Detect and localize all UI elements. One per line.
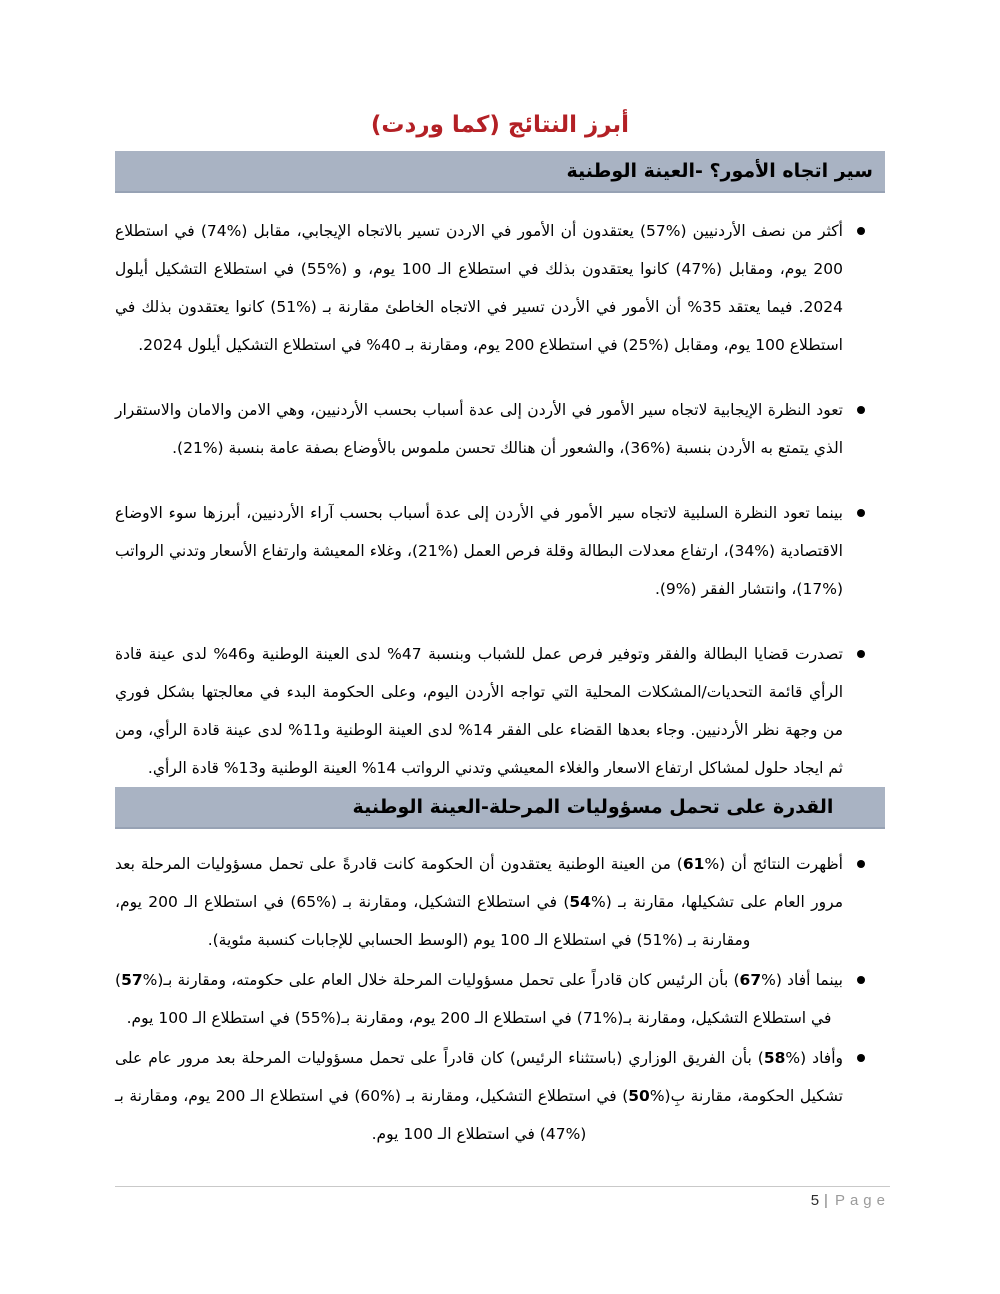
bullet-text: تصدرت قضايا البطالة والفقر وتوفير فرص عمل للشباب وبنسبة 47% لدى العينة الوطنية و46% لدى عينة قادة الرأي قائمة التحديات/المشكلات المحلية التي تواجه الأردن اليوم، وعلى الحكومة البدء في معالجتها بشكل فوري من وجهة نظر الأردنيين. وجاء بعدها القضاء على الفقر 14% لدى العينة الوطنية و11% لدى عينة قادة الرأي، ومن ثم ايجاد حلول لمشاكل ارتفاع الاسعار والغلاء المعيشي وتدني الرواتب 14% العينة الوطنية و13% قادة الرأي.	[115, 645, 844, 777]
page-number: 5	[810, 1192, 820, 1209]
bullet-icon	[857, 976, 865, 984]
bullet-item	[115, 1039, 885, 1153]
bullet-icon	[857, 406, 865, 414]
page-footer	[115, 1186, 890, 1209]
bullet-item	[115, 961, 885, 1037]
section-header-ability-to-handle-responsibilities: القدرة على تحمل مسؤوليات المرحلة-العينة الوطنية	[115, 787, 885, 829]
page-content	[115, 151, 885, 1153]
bullet-icon	[857, 227, 865, 235]
bullet-list-section-1	[115, 212, 885, 787]
bullet-icon	[857, 509, 865, 517]
bullet-item	[115, 212, 885, 364]
bullet-icon	[857, 860, 865, 868]
footer-separator: |	[824, 1192, 828, 1209]
bullet-list-section-2	[115, 845, 885, 1153]
bullet-item	[115, 845, 885, 959]
bullet-text: تعود النظرة الإيجابية لاتجاه سير الأمور في الأردن إلى عدة أسباب بحسب الأردنيين، وهي الامن والامان والاستقرار الذي يتمتع به الأردن بنسبة (%36)، والشعور أن هنالك تحسن ملموس بالأوضاع بصفة عامة بنسبة (%21).	[115, 401, 843, 457]
bullet-icon	[857, 1054, 865, 1062]
bullet-text: أكثر من نصف الأردنيين (%57) يعتقدون أن الأمور في الاردن تسير بالاتجاه الإيجابي، مقابل (%74) في استطلاع 200 يوم، ومقابل (%47) كانوا يعتقدون بذلك في استطلاع الـ 100 يوم، و (%55) في استطلاع التشكيل أيلول 2024. فيما يعتقد 35% أن الأمور في الأردن تسير في الاتجاه الخاطئ مقارنة بـ (%51) كانوا يعتقدون بذلك في استطلاع 100 يوم، ومقابل (%25) في استطلاع 200 يوم، ومقارنة بـ 40% في استطلاع التشكيل أيلول 2024.	[115, 222, 843, 354]
bullet-item	[115, 635, 885, 787]
footer-page-word: Page	[834, 1192, 890, 1209]
bullet-icon	[857, 650, 865, 658]
bullet-item	[115, 494, 885, 608]
page-title: أبرز النتائج (كما وردت)	[370, 112, 630, 138]
bullet-text: بينما تعود النظرة السلبية لاتجاه سير الأمور في الأردن إلى عدة أسباب بحسب آراء الأردنيين، أبرزها سوء الاوضاع الاقتصادية (%34)، ارتفاع معدلات البطالة وقلة فرص العمل (%21)، وغلاء المعيشة وارتفاع الأسعار وتدني الرواتب (%17)، وانتشار الفقر (%9).	[115, 504, 843, 598]
bullet-item	[115, 391, 885, 467]
section-header-direction-of-things: سير اتجاه الأمور؟ -العينة الوطنية	[115, 151, 885, 193]
bullet-text: أظهرت النتائج أن (%61) من العينة الوطنية يعتقدون أن الحكومة كانت قادرةً على تحمل مسؤوليات المرحلة بعد مرور العام على تشكيلها، مقارنة بـ (%54) في استطلاع التشكيل، ومقارنة بـ (%65) في استطلاع الـ 200 يوم، ومقارنة بـ (%51) في استطلاع الـ 100 يوم (الوسط الحسابي للإجابات كنسبة مئوية).	[115, 855, 843, 949]
bullet-text: بينما أفاد (%67) بأن الرئيس كان قادراً على تحمل مسؤوليات المرحلة خلال العام على حكومته، ومقارنة بـ(%57) في استطلاع التشكيل، ومقارنة بـ(%71) في استطلاع الـ 200 يوم، ومقارنة بـ(%55) في استطلاع الـ 100 يوم.	[115, 971, 843, 1027]
bullet-text: وأفاد (%58) بأن الفريق الوزاري (باستثناء الرئيس) كان قادراً على تحمل مسؤوليات المرحلة بعد مرور عام على تشكيل الحكومة، مقارنة بِ(%50) في استطلاع التشكيل، ومقارنة بـ (%60) في استطلاع الـ 200 يوم، ومقارنة بـ (%47) في استطلاع الـ 100 يوم.	[115, 1049, 843, 1143]
